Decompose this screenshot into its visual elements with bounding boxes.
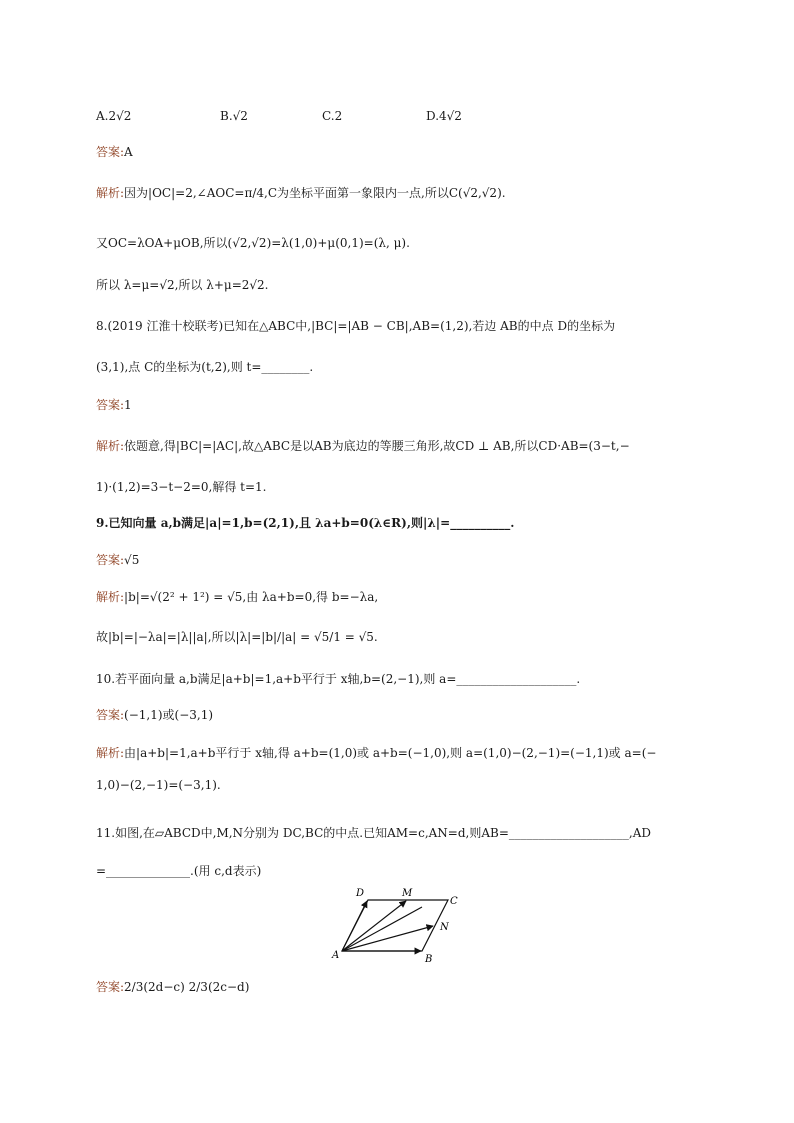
q7-answer [96,143,133,161]
vector-an [342,926,433,951]
vector-am [342,901,406,951]
analysis-text: |b|=√(2² + 1²) = √5,由 λa+b=0,得 b=−λa, [124,590,379,604]
q9-stem: 9.已知向量 a,b满足|a|=1,b=(2,1),且 λa+b=0(λ∈R),则|λ|=__________. [96,516,515,530]
q10-analysis-line-1 [96,744,656,762]
vector-ac [342,907,422,951]
q11-answer [96,978,249,996]
analysis-label: 解析: [96,746,125,760]
label-a: A [332,950,340,961]
answer-label: 答案: [96,708,125,722]
analysis-label: 解析: [96,186,125,200]
label-d: D [356,888,365,899]
answer-value: (−1,1)或(−3,1) [124,708,214,722]
q10-stem: 10.若平面向量 a,b满足|a+b|=1,a+b平行于 x轴,b=(2,−1),则 a=____________________. [96,672,581,686]
q7-analysis-line-1 [96,184,506,202]
q8-analysis-line-1 [96,437,630,455]
answer-label: 答案: [96,553,125,567]
analysis-text: 由|a+b|=1,a+b平行于 x轴,得 a+b=(1,0)或 a+b=(−1,0),则 a=(1,0)−(2,−1)=(−1,1)或 a=(− [124,746,657,760]
answer-label: 答案: [96,980,125,994]
answer-value: 1 [124,398,132,412]
answer-value: √5 [124,553,140,567]
q9-analysis-line-2: 故|b|=|−λa|=|λ||a|,所以|λ|=|b|/|a| = √5/1 = √5. [96,630,378,644]
q7-analysis-line-2: 又OC=λOA+μOB,所以(√2,√2)=λ(1,0)+μ(0,1)=(λ, μ). [96,236,410,250]
q8-answer [96,396,132,414]
label-m: M [402,888,413,899]
q11-stem-line-2: =______________.(用 c,d表示) [96,864,262,878]
answer-label: 答案: [96,398,125,412]
analysis-label: 解析: [96,590,125,604]
option-a: A.2√2 [96,109,132,123]
label-b: B [425,954,433,964]
analysis-label: 解析: [96,439,125,453]
q8-analysis-line-2: 1)·(1,2)=3−t−2=0,解得 t=1. [96,480,267,494]
answer-label: 答案: [96,145,125,159]
q7-analysis-line-3: 所以 λ=μ=√2,所以 λ+μ=2√2. [96,278,269,292]
option-c: C.2 [322,109,343,123]
label-n: N [440,922,449,933]
q10-answer [96,706,213,724]
q8-stem-line-2: (3,1),点 C的坐标为(t,2),则 t=________. [96,360,314,374]
option-b: B.√2 [220,109,248,123]
answer-value: 2/3(2d−c) 2/3(2c−d) [124,980,250,994]
q9-analysis-line-1 [96,588,378,606]
q9-answer [96,551,139,569]
parallelogram-outline [342,900,448,951]
option-d: D.4√2 [426,109,462,123]
q8-stem-line-1: 8.(2019 江淮十校联考)已知在△ABC中,|BC|=|AB − CB|,AB=(1,2),若边 AB的中点 D的坐标为 [96,319,616,333]
answer-value: A [124,145,133,159]
q10-analysis-line-2: 1,0)−(2,−1)=(−3,1). [96,778,221,792]
q11-stem-line-1: 11.如图,在▱ABCD中,M,N分别为 DC,BC的中点.已知AM=c,AN=d,则AB=____________________,AD [96,826,651,840]
q7-options [96,107,696,125]
parallelogram-figure [328,884,462,964]
label-c: C [450,896,458,907]
analysis-text: 依题意,得|BC|=|AC|,故△ABC是以AB为底边的等腰三角形,故CD ⊥ AB,所以CD·AB=(3−t,− [124,439,630,453]
analysis-text: 因为|OC|=2,∠AOC=π/4,C为坐标平面第一象限内一点,所以C(√2,√2). [124,186,506,200]
